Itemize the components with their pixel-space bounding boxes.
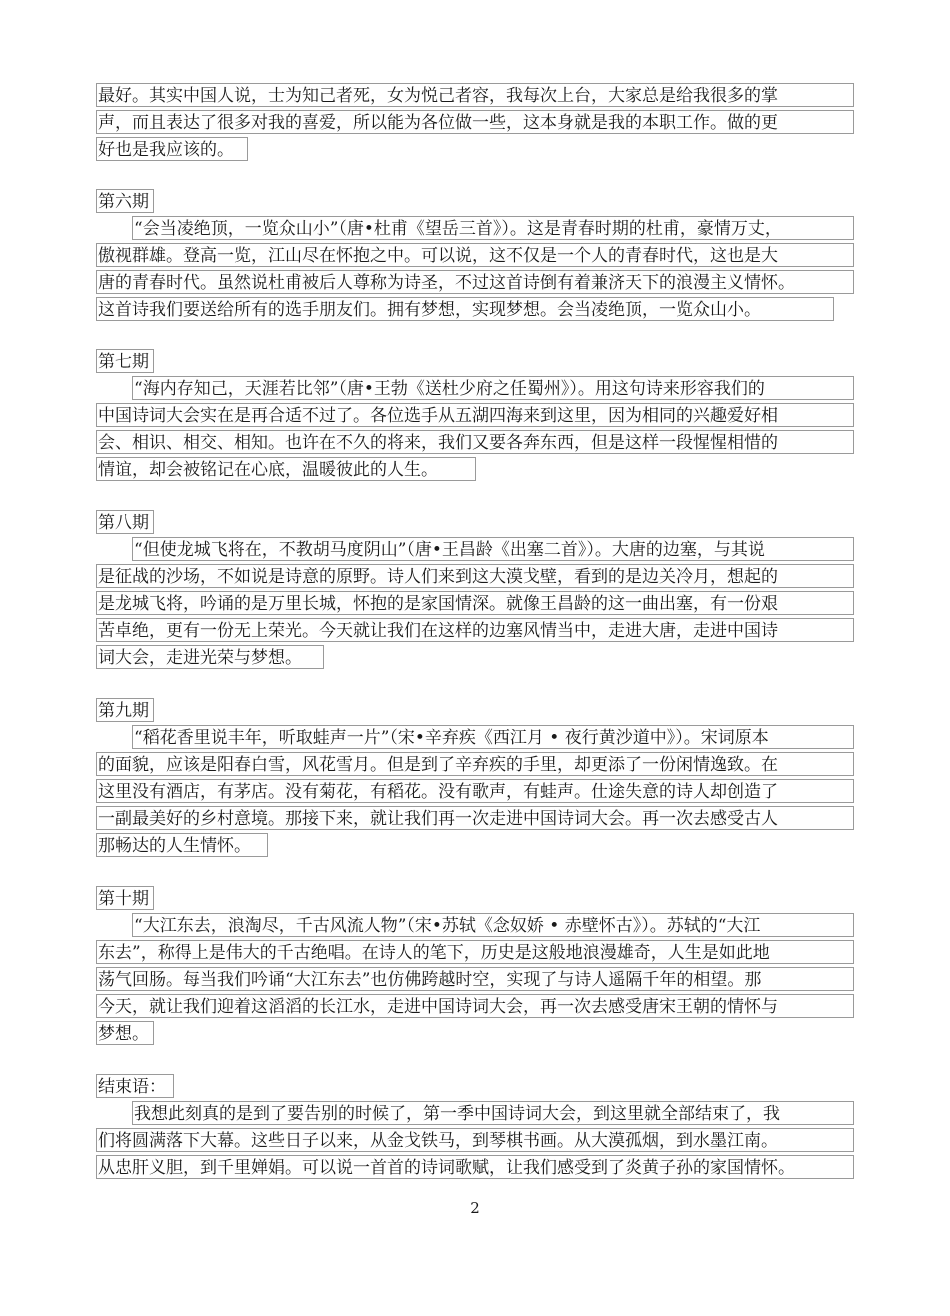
text-line: “会当凌绝顶，一览众山小”（唐•杜甫《望岳三首》）。这是青春时期的杜甫，豪情万丈， [132, 216, 854, 240]
text-line: 们将圆满落下大幕。这些日子以来，从金戈铁马，到琴棋书画。从大漠孤烟，到水墨江南。 [96, 1128, 854, 1152]
text-line: 东去”，称得上是伟大的千古绝唱。在诗人的笔下，历史是这般地浪漫雄奇，人生是如此地 [96, 940, 854, 964]
text-line: 情谊，却会被铭记在心底，温暖彼此的人生。 [96, 457, 476, 481]
text-line: 这首诗我们要送给所有的选手朋友们。拥有梦想，实现梦想。会当凌绝顶，一览众山小。 [96, 297, 834, 321]
text-line: 那畅达的人生情怀。 [96, 833, 268, 857]
text-line: 我想此刻真的是到了要告别的时候了，第一季中国诗词大会，到这里就全部结束了，我 [132, 1101, 854, 1125]
text-line: 词大会，走进光荣与梦想。 [96, 645, 324, 669]
text-line: 荡气回肠。每当我们吟诵“大江东去”也仿佛跨越时空，实现了与诗人遥隔千年的相望。那 [96, 967, 854, 991]
text-line: 的面貌，应该是阳春白雪，风花雪月。但是到了辛弃疾的手里，却更添了一份闲情逸致。在 [96, 752, 854, 776]
text-line: 从忠肝义胆，到千里婵娟。可以说一首首的诗词歌赋，让我们感受到了炎黄子孙的家国情怀。 [96, 1155, 854, 1179]
page-number: 2 [470, 1199, 480, 1217]
text-line: 好也是我应该的。 [96, 137, 248, 161]
section-heading: 结束语： [96, 1074, 174, 1098]
text-line: “稻花香里说丰年，听取蛙声一片”（宋•辛弃疾《西江月 • 夜行黄沙道中》）。宋词原本 [132, 725, 854, 749]
text-line: 苦卓绝，更有一份无上荣光。今天就让我们在这样的边塞风情当中，走进大唐，走进中国诗 [96, 618, 854, 642]
text-line: 是龙城飞将，吟诵的是万里长城，怀抱的是家国情深。就像王昌龄的这一曲出塞，有一份艰 [96, 591, 854, 615]
text-line: 是征战的沙场，不如说是诗意的原野。诗人们来到这大漠戈壁，看到的是边关冷月，想起的 [96, 564, 854, 588]
text-line: 这里没有酒店，有茅店。没有菊花，有稻花。没有歌声，有蛙声。仕途失意的诗人却创造了 [96, 779, 854, 803]
text-line: 会、相识、相交、相知。也许在不久的将来，我们又要各奔东西，但是这样一段惺惺相惜的 [96, 430, 854, 454]
section-heading: 第九期 [96, 698, 154, 722]
section-heading: 第八期 [96, 510, 154, 534]
text-line: 中国诗词大会实在是再合适不过了。各位选手从五湖四海来到这里，因为相同的兴趣爱好相 [96, 403, 854, 427]
section-heading: 第七期 [96, 349, 154, 373]
text-line: 傲视群雄。登高一览，江山尽在怀抱之中。可以说，这不仅是一个人的青春时代，这也是大 [96, 243, 854, 267]
text-line: “海内存知己，天涯若比邻”（唐•王勃《送杜少府之任蜀州》）。用这句诗来形容我们的 [132, 376, 854, 400]
text-line: 唐的青春时代。虽然说杜甫被后人尊称为诗圣，不过这首诗倒有着兼济天下的浪漫主义情怀。 [96, 270, 854, 294]
section-heading: 第六期 [96, 189, 154, 213]
text-line: 最好。其实中国人说，士为知己者死，女为悦己者容，我每次上台，大家总是给我很多的掌 [96, 83, 854, 107]
text-line: 今天，就让我们迎着这滔滔的长江水，走进中国诗词大会，再一次去感受唐宋王朝的情怀与 [96, 994, 854, 1018]
text-line: 梦想。 [96, 1021, 154, 1045]
section-heading: 第十期 [96, 886, 154, 910]
text-line: “但使龙城飞将在，不教胡马度阴山”（唐•王昌龄《出塞二首》）。大唐的边塞，与其说 [132, 537, 854, 561]
text-line: 声，而且表达了很多对我的喜爱，所以能为各位做一些，这本身就是我的本职工作。做的更 [96, 110, 854, 134]
text-line: “大江东去，浪淘尽，千古风流人物”（宋•苏轼《念奴娇 • 赤壁怀古》）。苏轼的“大江 [132, 913, 854, 937]
text-line: 一副最美好的乡村意境。那接下来，就让我们再一次走进中国诗词大会。再一次去感受古人 [96, 806, 854, 830]
